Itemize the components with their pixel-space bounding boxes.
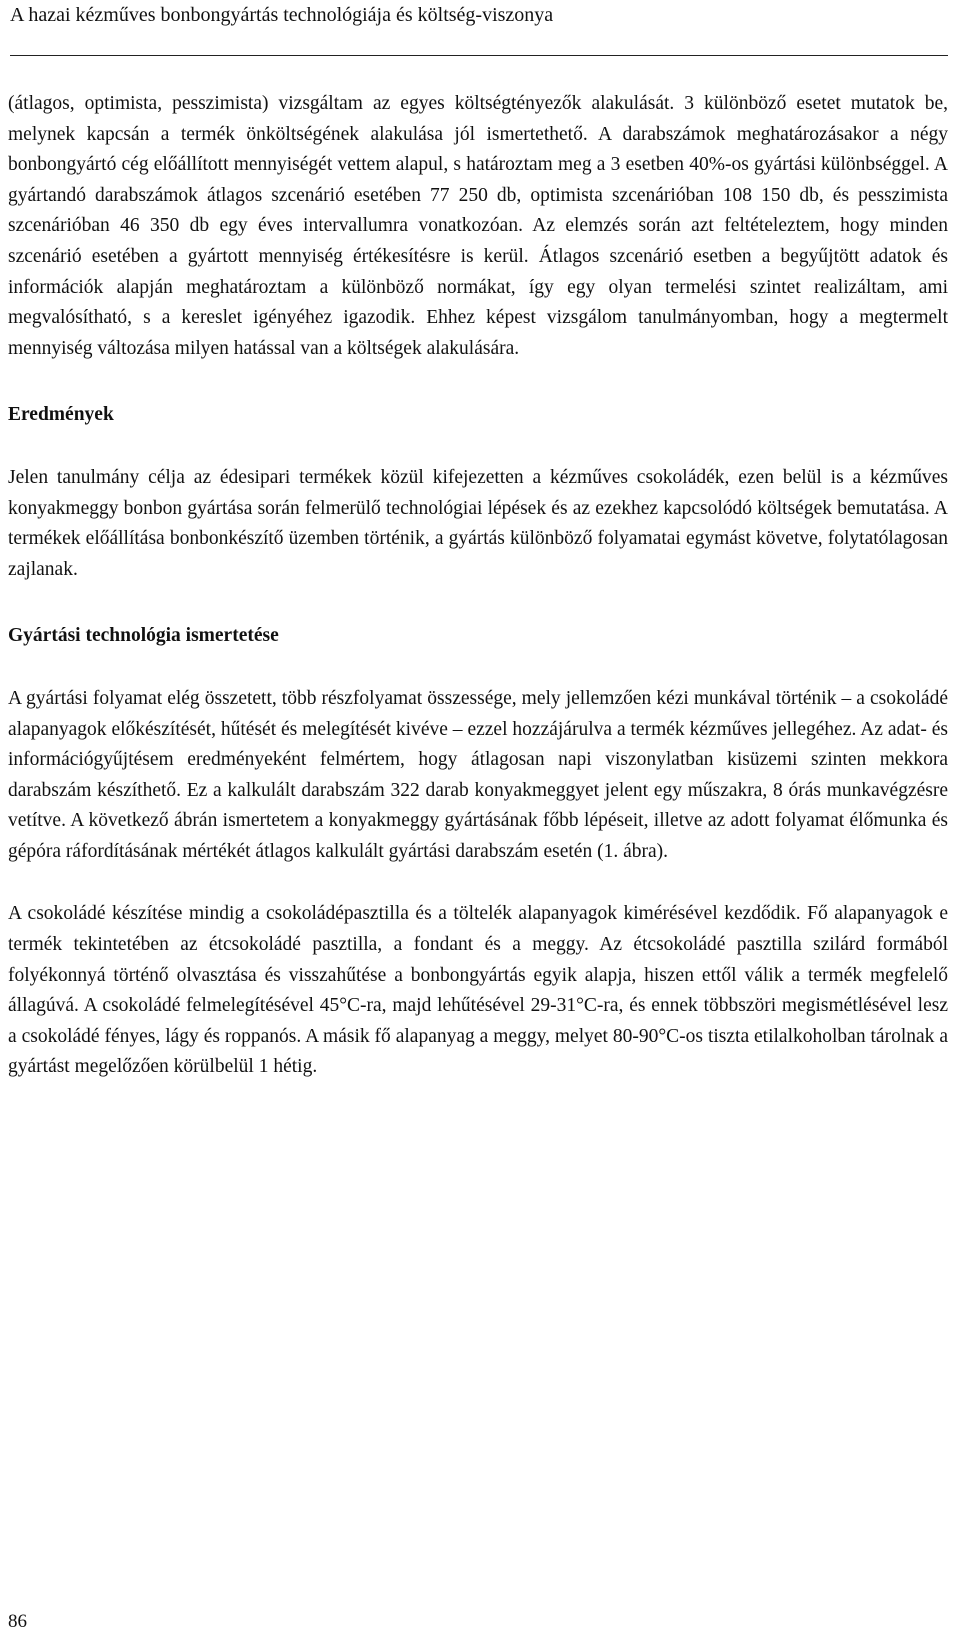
page-number: 86 — [8, 1611, 27, 1632]
results-paragraph: Jelen tanulmány célja az édesipari termékek közül kifejezetten a kézműves csokoládék, ezen belül is a kézműves konyakmeggy bonbon gyártása során felmerülő technológiai lépések és az ezekhez kapcsolódó költségek bemutatása. A termékek előállítása bonbonkészítő üzemben történik, a gyártás különböző folyamatai egymást követve, folytatólagosan zajlanak. — [8, 466, 948, 580]
section-heading-results: Eredmények — [8, 404, 114, 426]
section-heading-technology: Gyártási technológia ismertetése — [8, 625, 279, 647]
technology-paragraph-2: A csokoládé készítése mindig a csokoládépasztilla és a töltelék alapanyagok kimérésével kezdődik. Fő alapanyagok e termék tekintetében az étcsokoládé pasztilla, a fondant és a meggy. Az étcsokoládé pasztilla szilárd formából folyékonnyá történő olvasztása és visszahűtése a bonbongyártás egyik alapja, hiszen ettől válik a termék megfelelő állagúvá. A csokoládé felmelegítésével 45°C-ra, majd lehűtésével 29-31°C-ra, és ennek többszöri megismétlésével lesz a csokoládé fényes, lágy és roppanós. A másik fő alapanyag a meggy, melyet 80-90°C-os tiszta etilalkoholban tárolnak a gyártást megelőzően körülbelül 1 hétig. — [8, 903, 948, 1078]
technology-paragraph-1: A gyártási folyamat elég összetett, több részfolyamat összessége, mely jellemzően kézi munkával történik – a csokoládé alapanyagok előkészítését, hűtését és melegítését kivéve – ezzel hozzájárulva a termék kézműves jellegéhez. Az adat- és információgyűjtésem eredményeként felmértem, hogy átlagosan napi viszonylatban kisüzemi szinten mekkora darabszám készíthető. Ez a kalkulált darabszám 322 darab konyakmeggyet jelent egy műszakra, 8 órás munkavégzésre vetítve. A következő ábrán ismertetem a konyakmeggy gyártásának főbb lépéseit, illetve az adott folyamat élőmunka és gépóra ráfordításának mértékét átlagos kalkulált gyártási darabszám esetén (1. ábra). — [8, 687, 948, 862]
running-title: A hazai kézműves bonbongyártás technológiája és költség-viszonya — [10, 4, 554, 26]
running-header — [10, 0, 948, 56]
article-body — [8, 89, 948, 1083]
intro-paragraph: (átlagos, optimista, pesszimista) vizsgáltam az egyes költségtényezők alakulását. 3 különböző esetet mutatok be, melynek kapcsán a termék önköltségének alakulása jól ismertethető. A darabszámok meghatározásakor a négy bonbongyártó cég előállított mennyiségét vettem alapul, s határoztam meg a 3 esetben 40%-os gyártási különbséggel. A gyártandó darabszámok átlagos szcenárió esetében 77 250 db, optimista szcenárióban 108 150 db, és pesszimista szcenárióban 46 350 db egy éves intervallumra vonatkozóan. Az elemzés során azt feltételeztem, hogy minden szcenárió esetében a gyártott mennyiség értékesítésre is kerül. Átlagos szcenárió esetben a begyűjtött adatok és információk alapján meghatároztam a különböző normákat, így egy olyan termelési szintet realizáltam, ami megvalósítható, s a kereslet igényéhez igazodik. Ehhez képest vizsgálom tanulmányomban, hogy a megtermelt mennyiség változása milyen hatással van a költségek alakulására. — [8, 93, 948, 359]
